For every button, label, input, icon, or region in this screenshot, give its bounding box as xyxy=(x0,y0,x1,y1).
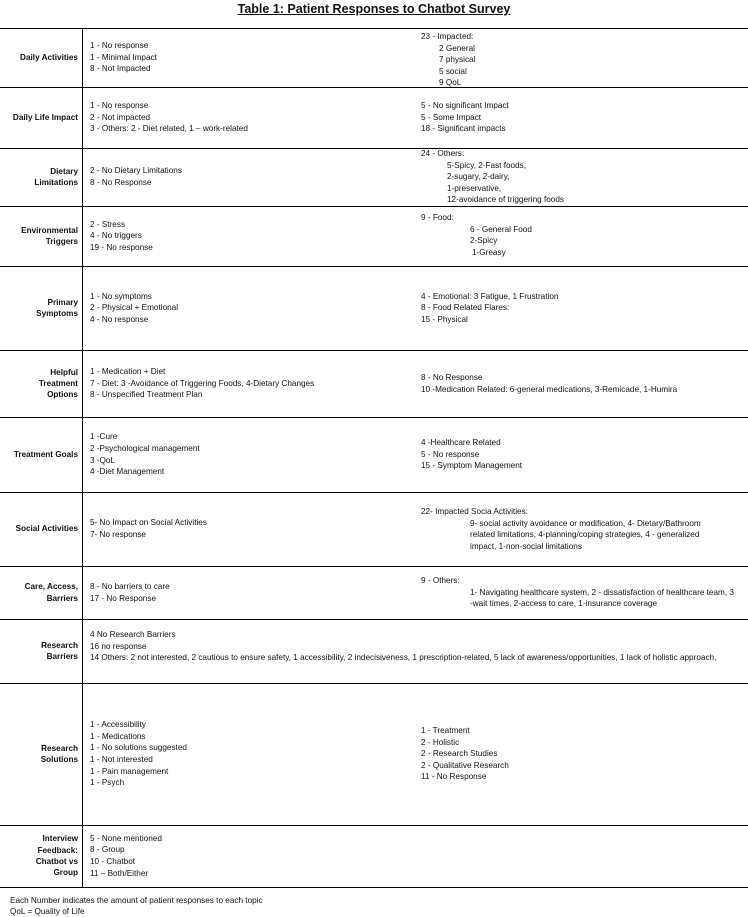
row-label: Interview Feedback: Chatbot vs Group xyxy=(35,834,78,878)
responses-col1: 2 - No Dietary Limitations 8 - No Response xyxy=(90,166,182,187)
table-row xyxy=(0,619,748,683)
responses-col1: 5- No Impact on Social Activities 7- No response xyxy=(90,518,207,539)
responses-col1: 8 - No barriers to care 17 - No Response xyxy=(90,581,170,603)
table-row xyxy=(0,148,748,206)
responses-col1: 1 -Cure 2 -Psychological management 3 -QoL 4 -Diet Management xyxy=(90,432,200,477)
responses-col1: 5 - None mentioned 8 - Group 10 - Chatbot 11 – Both/Either xyxy=(90,833,162,878)
responses-col2: 1 - Treatment 2 - Holistic 2 - Research Studies 2 - Qualitative Research 11 - No Response xyxy=(421,726,509,782)
responses-col2: 8 - No Response 10 -Medication Related: 6-general medications, 3-Remicade, 1-Humira xyxy=(421,372,678,394)
table-row xyxy=(0,350,748,417)
responses-col2: 4 - Emotional: 3 Fatigue, 1 Frustration 8 - Food Related Flares: 15 - Physical xyxy=(421,291,559,324)
row-label: Primary Symptoms xyxy=(36,297,78,318)
responses-col2: 4 -Healthcare Related 5 - No response 15 - Symptom Management xyxy=(421,438,523,471)
table-row xyxy=(0,28,748,87)
table-title: Table 1: Patient Responses to Chatbot Survey xyxy=(237,2,511,16)
responses-col1: 2 - Stress 4 - No triggers 19 - No response xyxy=(90,219,153,252)
responses-col1: 4 No Research Barriers 16 no response 14 Others: 2 not interested, 2 cautious to ensure safety, 1 accessibility, 2 indecisiveness, 1 prescription-related, 5 lack of awareness/opportunities, 1 lack of holistic approach, xyxy=(90,630,717,663)
rule-bottom xyxy=(0,887,748,888)
row-label: Research Solutions xyxy=(40,743,78,764)
responses-col2: 9 - Others: 1- Navigating healthcare system, 2 - dissatisfaction of healthcare team, 3 -wait times, 2-access to care, 1-insurance coverage xyxy=(421,576,734,609)
row-label: Environmental Triggers xyxy=(21,225,78,246)
row-label: Dietary Limitations xyxy=(34,166,78,187)
responses-col1: 1 - No symptoms 2 - Physical + Emotional 4 - No response xyxy=(90,291,179,324)
table-row xyxy=(0,206,748,266)
responses-col2: 22- Impacted Socia Activities: 9- social activity avoidance or modification, 4- Dietary/Bathroom related limitations, 4-planning/coping strategies, 4 - generalized impact, 1-non-social limitations xyxy=(421,507,701,551)
table-row xyxy=(0,417,748,492)
table-row xyxy=(0,566,748,619)
table-row xyxy=(0,683,748,825)
row-label: Research Barriers xyxy=(41,640,78,661)
table-row xyxy=(0,492,748,566)
responses-col1: 1 - No response 2 - Not impacted 3 - Others: 2 - Diet related, 1 – work-related xyxy=(90,101,248,134)
row-label: Daily Activities xyxy=(20,52,78,62)
table-row xyxy=(0,825,748,887)
row-label: Helpful Treatment Options xyxy=(38,367,78,400)
responses-col1: 1 - No response 1 - Minimal Impact 8 - Not Impacted xyxy=(90,41,157,74)
row-label: Care, Access, Barriers xyxy=(24,582,78,603)
responses-col1: 1 - Accessibility 1 - Medications 1 - No solutions suggested 1 - Not interested 1 - Pain management 1 - Psych xyxy=(90,720,187,788)
table-row xyxy=(0,266,748,350)
responses-col2: 24 - Others: 5-Spicy, 2-Fast foods, 2-sugary, 2-dairy, 1-preservative, 12-avoidance of triggering foods xyxy=(421,149,564,205)
row-label: Social Activities xyxy=(15,524,78,534)
responses-col1: 1 - Medication + Diet 7 - Diet: 3 -Avoidance of Triggering Foods, 4-Dietary Changes 8 - Unspecified Treatment Plan xyxy=(90,367,315,400)
responses-col2: 9 - Food: 6 - General Food 2-Spicy 1-Greasy xyxy=(421,213,532,257)
table-footnote: Each Number indicates the amount of patient responses to each topic QoL = Quality of Life xyxy=(10,896,263,916)
row-label: Treatment Goals xyxy=(13,449,78,459)
responses-col2: 23 - Impacted: 2 General 7 physical 5 social 9 QoL xyxy=(421,32,476,88)
responses-col2: 5 - No significant Impact 5 - Some Impact 18 - Significant impacts xyxy=(421,101,509,134)
table-row xyxy=(0,87,748,148)
row-label: Daily Life Impact xyxy=(12,112,78,122)
